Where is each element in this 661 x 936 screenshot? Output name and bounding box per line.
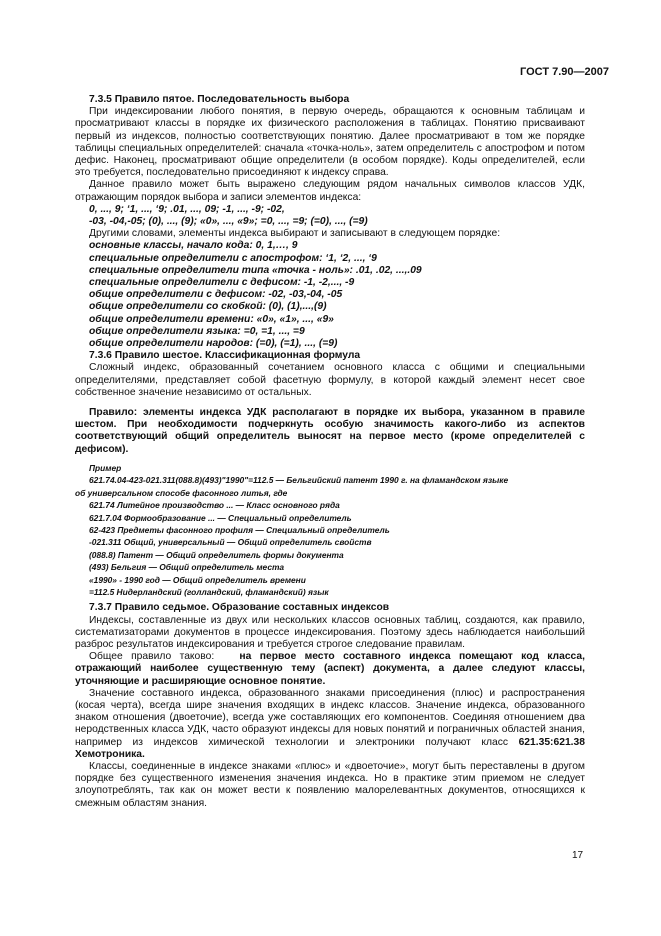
example-line: 62-423 Предметы фасонного профиля — Специальный определитель [89, 524, 390, 535]
section-heading-7-3-7: 7.3.7 Правило седьмое. Образование составных индексов [89, 602, 390, 614]
order-item: специальные определители с дефисом: -1, -2,..., -9 [89, 277, 355, 289]
paragraph-lead: Общее правило таково: [89, 651, 215, 663]
paragraph: Индексы, составленные из двух или нескольких классов основных таблиц, создаются, как правило, систематизаторами документов в процессе индексирования. Поэтому здесь наблюдается наибольший разброс результатов индексирования и требуется строгое следование правилам. [75, 614, 585, 650]
paragraph: При индексировании любого понятия, в первую очередь, обращаются к основным таблицам и просматривают классы в порядке их физического расположения в таблицах. Понятию присваивают первый из индексов, полностью соответствующих понятию. Далее просматривают в том же порядке таблицы специальных определителей: сначала «точка-ноль», затем определитель с апострофом и потом дефис. Наконец, просматривают общие определители (в особом порядке). Коды определителей, если это требуется, последовательно присоединяют к индексу справа. [75, 106, 585, 179]
example-line: -021.311 Общий, универсальный — Общий определитель свойств [89, 537, 372, 548]
example-line: =112.5 Нидерландский (голландский, фламандский) язык [89, 586, 329, 597]
section-heading-7-3-6: 7.3.6 Правило шестое. Классификационная формула [89, 350, 361, 362]
example-line: 621.7.04 Формообразование ... — Специальный определитель [89, 512, 352, 523]
rule-paragraph: Правило: элементы индекса УДК располагают в порядке их выбора, указанном в правиле шестом. При необходимости подчеркнуть особую значимость какого-либо из аспектов соответствующий общий определитель выносят на первое место (кроме определителей с дефисом). [75, 407, 585, 455]
symbol-sequence-line: -03, -04,-05; (0), ..., (9); «0», ..., «9»; =0, ..., =9; (=0), ..., (=9) [89, 216, 368, 228]
paragraph-bold-example: 621.35:621.38 Хемотроника. [75, 736, 585, 760]
section-heading-7-3-5: 7.3.5 Правило пятое. Последовательность выбора [89, 94, 350, 105]
example-main-line: 621.74.04-423-021.311(088.8)(493)"1990"=112.5 — Бельгийский патент 1990 г. на фламандском языке [89, 475, 509, 486]
order-item: общие определители народов: (=0), (=1), ..., (=9) [89, 338, 338, 350]
order-item: общие определители времени: «0», «1», ..., «9» [89, 313, 334, 325]
page-content [75, 94, 585, 810]
paragraph-bold-rule: на первое место составного индекса помещают код класса, отражающий наиболее существенную тему (аспект) документа, а далее следуют классы, уточняющие и расширяющие основное понятие. [75, 651, 585, 687]
paragraph: Другими словами, элементы индекса выбирают и записывают в следующем порядке: [89, 228, 501, 240]
example-line: «1990» - 1990 год — Общий определитель времени [89, 574, 306, 585]
paragraph-text: Значение составного индекса, образованного знаками присоединения (плюс) и распространения (косая черта), всегда шире значения входящих в индекс классов. Значение индекса, образованного знаком отношения (двоеточие), всегда уже составляющих его компонентов. Соединяя отношением два неродственных класса УДК, часто образуют индексы для новых понятий и пограничных областей знания, например из индексов химической технологии и электроники получают класс [75, 687, 585, 748]
page-header: ГОСТ 7.90—2007 [520, 66, 609, 78]
paragraph [75, 651, 585, 688]
example-line: 621.74 Литейное производство ... — Класс основного ряда [89, 500, 340, 511]
example-line: (493) Бельгия — Общий определитель места [89, 562, 285, 573]
example-label: Пример [89, 462, 122, 473]
order-item: общие определители с дефисом: -02, -03,-04, -05 [89, 289, 343, 301]
paragraph [75, 688, 585, 761]
order-item: специальные определители типа «точка - ноль»: .01, .02, ...,.09 [89, 264, 422, 276]
page-number: 17 [572, 850, 584, 861]
order-item: специальные определители с апострофом: ‘1, ‘2, ..., ‘9 [89, 252, 377, 264]
paragraph: Сложный индекс, образованный сочетанием основного класса с общими и специальными определителями, представляет собой фасетную формулу, в которой каждый элемент несет свое собственное значение независимо от остальных. [75, 362, 585, 398]
example-block [75, 462, 585, 598]
paragraph: Данное правило может быть выражено следующим рядом начальных символов классов УДК, отражающим порядок выбора и записи элементов индекса: [75, 179, 585, 203]
order-item: общие определители со скобкой: (0), (1),...,(9) [89, 301, 327, 313]
order-item: общие определители языка: =0, =1, ..., =9 [89, 325, 305, 337]
example-line: (088.8) Патент — Общий определитель формы документа [89, 549, 344, 560]
order-item: основные классы, начало кода: 0, 1,…, 9 [89, 240, 298, 252]
example-main-line: об универсальном способе фасонного литья, где [75, 487, 288, 498]
paragraph: Классы, соединенные в индексе знаками «плюс» и «двоеточие», могут быть переставлены в другом порядке без существенного изменения значения индекса. Но в практике этим приемом не следует злоупотреблять, так как он может вести к появлению малорелевантных документов, относящихся к смежным областям знания. [75, 761, 585, 809]
symbol-sequence-line: 0, ..., 9; ‘1, ..., ‘9; .01, ..., 09; -1, ..., -9; -02, [89, 203, 285, 215]
